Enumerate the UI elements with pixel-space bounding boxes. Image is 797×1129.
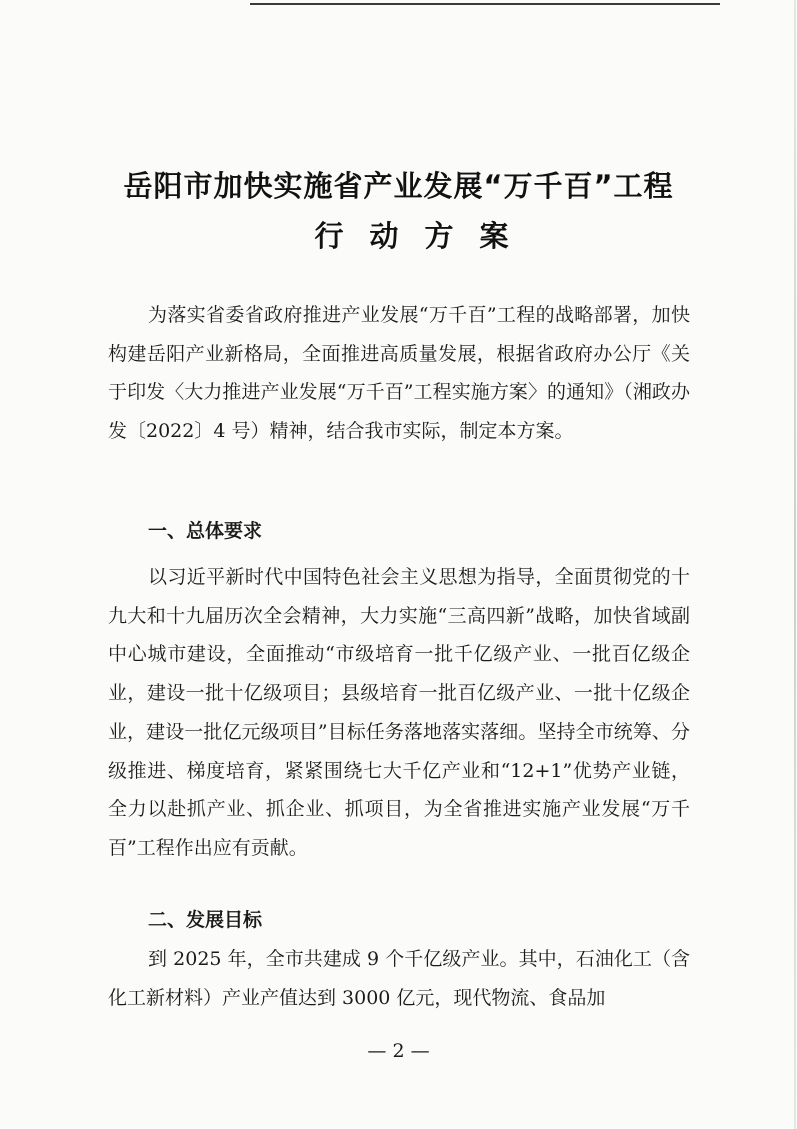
section-heading-general-requirements: 一、总体要求: [148, 520, 263, 542]
scan-top-border: [250, 3, 720, 5]
page-number: — 2 —: [367, 1040, 430, 1062]
document-title-line2: 行动方案: [314, 219, 535, 253]
document-title: 岳阳市加快实施省产业发展“万千百”工程: [123, 169, 674, 203]
development-goals-paragraph: 到 2025 年，全市共建成 9 个千亿级产业。其中，石油化工（含化工新材料）产业产值达到 3000 亿元，现代物流、食品加: [108, 948, 690, 1009]
general-requirements-paragraph: 以习近平新时代中国特色社会主义思想为指导，全面贯彻党的十九大和十九届历次全会精神，大力实施“三高四新”战略，加快省域副中心城市建设，全面推动“市级培育一批千亿级产业、一批百亿级企业，建设一批十亿级项目；县级培育一批百亿级产业、一批十亿级企业，建设一批亿元级项目”目标任务落地落实落细。坚持全市统筹、分级推进、梯度培育，紧紧围绕七大千亿产业和“12+1”优势产业链，全力以赴抓产业、抓企业、抓项目，为全省推进实施产业发展“万千百”工程作出应有贡献。: [108, 566, 690, 859]
section-heading-development-goals: 二、发展目标: [148, 909, 263, 931]
intro-paragraph: 为落实省委省政府推进产业发展“万千百”工程的战略部署，加快构建岳阳产业新格局，全面推进高质量发展，根据省政府办公厅《关于印发〈大力推进产业发展“万千百”工程实施方案〉的通知》（湘政办发〔2022〕4 号）精神，结合我市实际，制定本方案。: [108, 304, 690, 443]
